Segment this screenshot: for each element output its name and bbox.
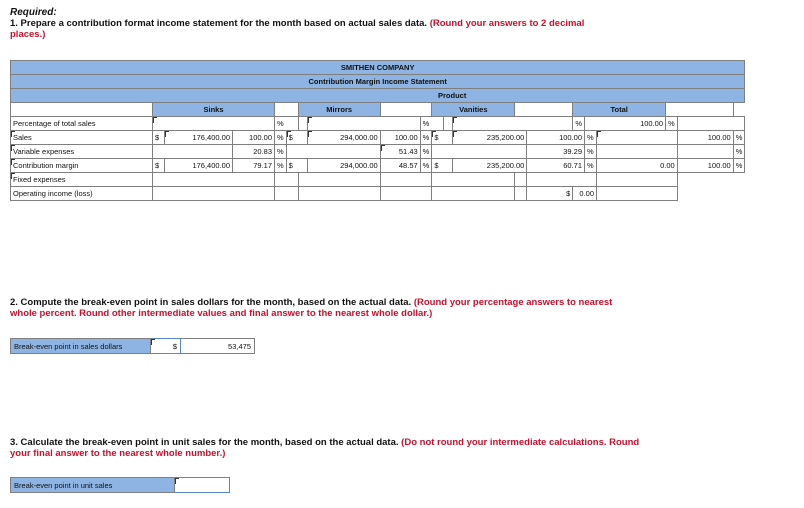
total-cm: 0.00 — [597, 159, 678, 173]
total-var-pct-input[interactable] — [677, 145, 733, 159]
pct-sign: % — [275, 159, 287, 173]
total-variable-expenses-input[interactable] — [597, 145, 678, 159]
break-even-units-table — [10, 477, 230, 493]
pct-sign: % — [666, 117, 678, 131]
question-1-note: (Round your answers to 2 decimal places.) — [10, 18, 585, 40]
question-1-text: 1. Prepare a contribution format income statement for the month based on actual sales data. — [10, 18, 430, 29]
break-even-units-input[interactable] — [175, 478, 230, 493]
pct-sign: % — [275, 117, 299, 131]
pct-sign: % — [585, 131, 597, 145]
sinks-cm-pct: 79.17 — [233, 159, 275, 173]
product-header: Product — [11, 89, 745, 103]
row-label-contribution-margin[interactable]: Contribution margin — [11, 159, 153, 173]
sinks-var-pct: 20.83 — [233, 145, 275, 159]
col-header-total: Total — [573, 103, 666, 117]
question-3 — [10, 437, 650, 459]
row-label-pct-total-sales: Percentage of total sales — [11, 117, 153, 131]
break-even-units-label: Break-even point in unit sales — [11, 478, 175, 493]
total-fixed-expenses-input[interactable] — [527, 173, 597, 187]
col-header-vanities: Vanities — [432, 103, 515, 117]
break-even-dollars-table — [10, 338, 255, 354]
sinks-cm: 176,400.00 — [165, 159, 233, 173]
break-even-dollars-input[interactable]: 53,475 — [181, 339, 255, 354]
row-label-operating-income: Operating income (loss) — [11, 187, 153, 201]
required-heading: Required: — [10, 7, 57, 18]
dollar-sign: $ — [527, 187, 573, 201]
col-header-mirrors: Mirrors — [298, 103, 380, 117]
pct-sign: % — [420, 117, 444, 131]
vanities-var-pct: 39.29 — [527, 145, 585, 159]
sinks-sales-input[interactable]: 176,400.00 — [165, 131, 233, 145]
mirrors-var-pct[interactable]: 51.43 — [380, 145, 420, 159]
col-header-sinks: Sinks — [153, 103, 275, 117]
question-3-text: 3. Calculate the break-even point in unit sales for the month, based on the actual data. — [10, 437, 402, 448]
sinks-variable-expenses-input[interactable] — [153, 145, 233, 159]
total-pct-total-sales-value[interactable]: 100.00 — [585, 117, 666, 131]
pct-sign: % — [585, 159, 597, 173]
pct-sign: % — [420, 131, 432, 145]
question-1 — [10, 18, 620, 40]
vanities-pct-total-sales-input[interactable] — [453, 117, 573, 131]
pct-sign: % — [420, 145, 432, 159]
vanities-sales-pct: 100.00 — [527, 131, 585, 145]
mirrors-cm-pct: 48.57 — [380, 159, 420, 173]
mirrors-pct-total-sales-input[interactable] — [307, 117, 420, 131]
row-label-sales[interactable]: Sales — [11, 131, 153, 145]
question-3-note: (Do not round your intermediate calculations. Round your final answer to the nearest whole number.) — [10, 437, 640, 459]
question-2-note: (Round your percentage answers to nearest whole percent. Round other intermediate values and final answer to the nearest whole dollar.) — [10, 297, 613, 319]
vanities-dollar[interactable]: $ — [432, 131, 453, 145]
vanities-variable-expenses-input[interactable] — [432, 145, 527, 159]
vanities-cm-pct: 60.71 — [527, 159, 585, 173]
total-operating-income: 0.00 — [573, 187, 597, 201]
dollar-sign: $ — [432, 159, 453, 173]
pct-sign: % — [573, 117, 585, 131]
pct-sign: % — [275, 131, 287, 145]
pct-sign: % — [733, 131, 745, 145]
mirrors-variable-expenses-input[interactable] — [286, 145, 380, 159]
sinks-pct-total-sales-input[interactable] — [153, 117, 275, 131]
question-2 — [10, 297, 630, 319]
total-sales-pct: 100.00 — [677, 131, 733, 145]
pct-sign: % — [585, 145, 597, 159]
pct-sign: % — [733, 145, 745, 159]
dollar-sign: $ — [153, 131, 165, 145]
dollar-sign: $ — [286, 159, 307, 173]
mirrors-dollar[interactable]: $ — [286, 131, 307, 145]
mirrors-sales-input[interactable]: 294,000.00 — [307, 131, 380, 145]
total-sales-input[interactable] — [597, 131, 678, 145]
mirrors-sales-pct: 100.00 — [380, 131, 420, 145]
dollar-sign: $ — [153, 159, 165, 173]
pct-sign: % — [275, 145, 287, 159]
company-name: SMITHEN COMPANY — [11, 61, 745, 75]
vanities-sales-input[interactable]: 235,200.00 — [453, 131, 527, 145]
pct-sign: % — [420, 159, 432, 173]
question-2-text: 2. Compute the break-even point in sales dollars for the month, based on the actual data. — [10, 297, 414, 308]
break-even-dollars-label: Break-even point in sales dollars — [11, 339, 151, 354]
break-even-dollars-currency[interactable]: $ — [151, 339, 181, 354]
vanities-cm: 235,200.00 — [453, 159, 527, 173]
row-label-fixed-expenses[interactable]: Fixed expenses — [11, 173, 153, 187]
total-cm-pct: 100.00 — [677, 159, 733, 173]
sinks-sales-pct: 100.00 — [233, 131, 275, 145]
pct-sign: % — [733, 159, 745, 173]
statement-title: Contribution Margin Income Statement — [11, 75, 745, 89]
mirrors-cm: 294,000.00 — [307, 159, 380, 173]
income-statement-table — [10, 60, 745, 201]
row-label-variable-expenses[interactable]: Variable expenses — [11, 145, 153, 159]
